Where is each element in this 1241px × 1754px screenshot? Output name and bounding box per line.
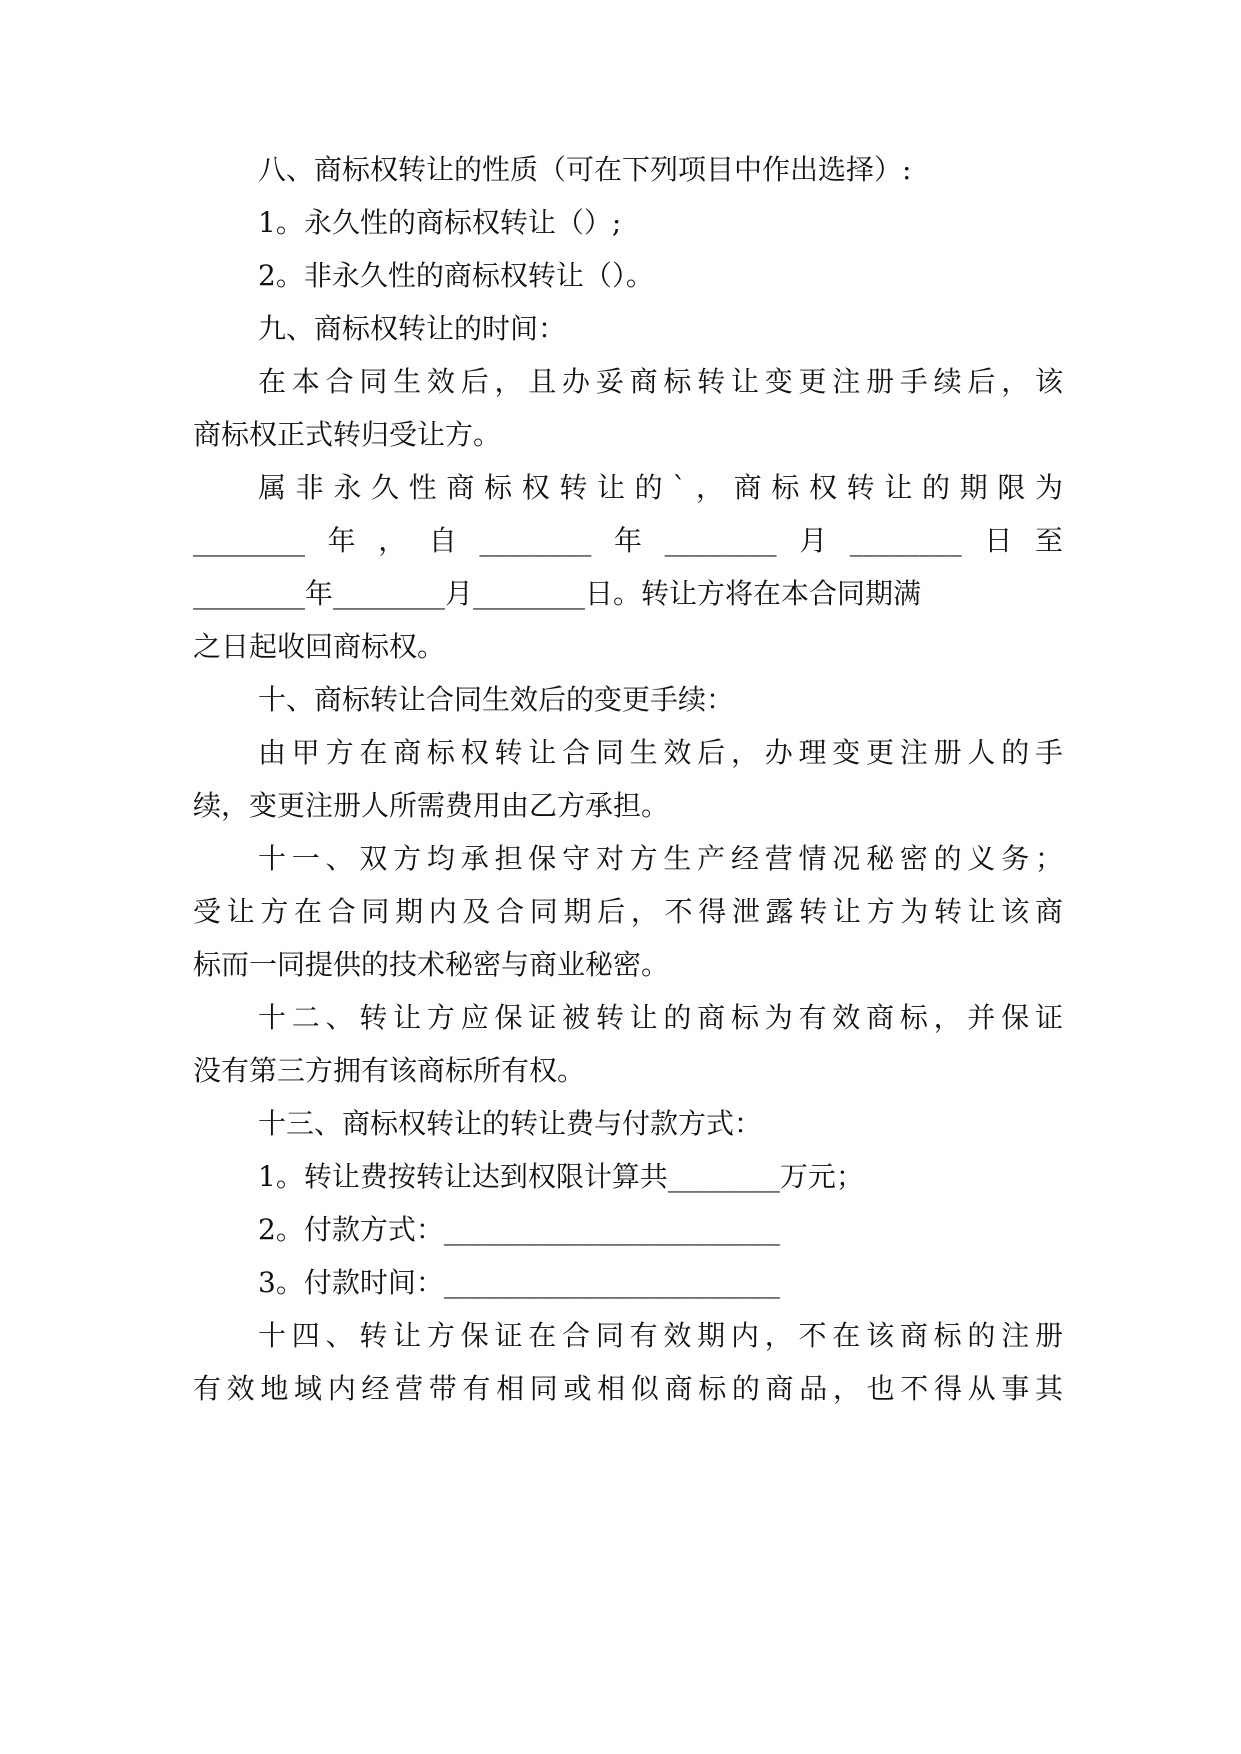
section-10-text-line-1: 由甲方在商标权转让合同生效后，办理变更注册人的手	[258, 736, 1063, 769]
section-9-text-line-1: 在本合同生效后，且办妥商标转让变更注册手续后，该	[258, 365, 1063, 398]
section-9-text-line-2: 商标权正式转归受让方。	[193, 418, 502, 451]
section-9-heading: 九、商标权转让的时间：	[258, 312, 567, 345]
payment-time-line: 3。付款时间：________________________	[258, 1266, 780, 1299]
term-text-line-1: 属非永久性商标权转让的`，商标权转让的期限为	[258, 471, 1063, 504]
term-text-line-2: ________年，自________年________月________日至	[193, 524, 1063, 557]
option-permanent: 1。永久性的商标权转让（）;	[258, 206, 622, 239]
section-10-text-line-2: 续，变更注册人所需费用由乙方承担。	[193, 789, 670, 822]
option-non-permanent: 2。非永久性的商标权转让（）。	[258, 259, 654, 292]
section-12-text-line-1: 十二、转让方应保证被转让的商标为有效商标，并保证	[258, 1001, 1063, 1034]
payment-method-line: 2。付款方式：________________________	[258, 1213, 780, 1246]
section-11-text-line-3: 标而一同提供的技术秘密与商业秘密。	[193, 948, 670, 981]
section-14-text-line-1: 十四、转让方保证在合同有效期内，不在该商标的注册	[258, 1319, 1063, 1352]
term-text-line-3: ________年________月________日。转让方将在本合同期满	[193, 577, 922, 610]
term-text-line-4: 之日起收回商标权。	[193, 630, 446, 663]
section-13-heading: 十三、商标权转让的转让费与付款方式：	[258, 1107, 763, 1140]
section-14-text-line-2: 有效地域内经营带有相同或相似商标的商品，也不得从事其	[193, 1372, 1063, 1405]
transfer-fee-line: 1。转让费按转让达到权限计算共________万元；	[258, 1160, 864, 1193]
section-8-heading: 八、商标权转让的性质（可在下列项目中作出选择）:	[258, 153, 912, 186]
section-10-heading: 十、商标转让合同生效后的变更手续：	[258, 683, 735, 716]
section-11-text-line-1: 十一、双方均承担保守对方生产经营情况秘密的义务；	[258, 842, 1063, 875]
section-11-text-line-2: 受让方在合同期内及合同期后，不得泄露转让方为转让该商	[193, 895, 1063, 928]
section-12-text-line-2: 没有第三方拥有该商标所有权。	[193, 1054, 586, 1087]
